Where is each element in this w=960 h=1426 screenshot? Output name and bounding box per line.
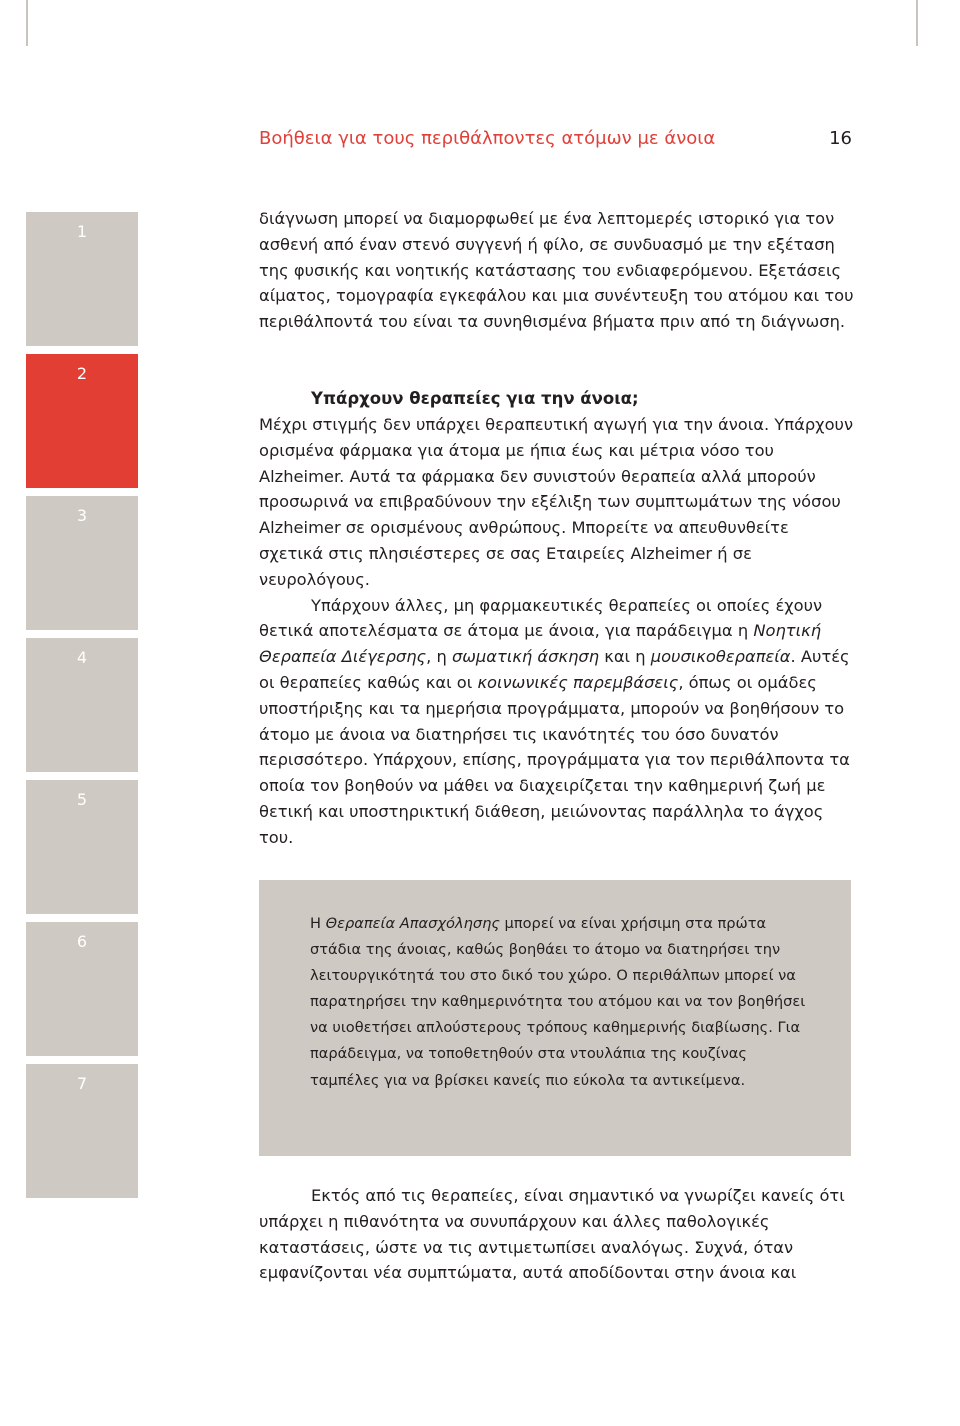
closing-section bbox=[259, 1183, 854, 1286]
chapter-tab-7[interactable] bbox=[26, 1064, 138, 1198]
chapter-tab-number: 4 bbox=[76, 648, 88, 667]
text-run: Η bbox=[310, 915, 326, 932]
emphasis-cognitive-stimulation: Νοητική Θεραπεία Διέγερσης bbox=[259, 621, 822, 667]
text-run: . Αυτές οι θεραπείες καθώς και οι bbox=[259, 647, 850, 692]
chapter-tab-4[interactable] bbox=[26, 638, 138, 772]
chapter-tab-3[interactable] bbox=[26, 496, 138, 630]
top-rule-right bbox=[916, 0, 918, 46]
closing-paragraph: Εκτός από τις θεραπείες, είναι σημαντικό να γνωρίζει κανείς ότι υπάρχει η πιθανότητα να συνυπάρχουν και άλλες παθολογικές καταστάσεις, ώστε να τις αντιμετωπίσει αναλόγως. Συχνά, όταν εμφανίζονται νέα συμπτώματα, αυτά αποδίδονται στην άνοια και bbox=[259, 1186, 845, 1283]
chapter-tab-2[interactable] bbox=[26, 354, 138, 488]
therapies-section bbox=[259, 386, 854, 851]
page-number: 16 bbox=[829, 128, 852, 149]
intro-section bbox=[259, 206, 854, 335]
text-run: και η bbox=[599, 647, 651, 667]
info-box-text bbox=[310, 911, 810, 1094]
text-run: , όπως οι ομάδες υποστήριξης και τα ημερήσια προγράμματα, μπορούν να βοηθήσουν το άτομο με άνοια να διατηρήσει τις ικανότητές του όσο δυνατόν περισσότερο. Υπάρχουν, επίσης, προγράμματα για τον περιθάλποντα τα οποία τον βοηθούν να μάθει να διαχειρίζεται την καθημερινή ζωή με θετική και υποστηρικτική διάθεση, μειώνοντας παράλληλα το άγχος του. bbox=[259, 672, 850, 847]
therapies-paragraph-1: Μέχρι στιγμής δεν υπάρχει θεραπευτική αγωγή για την άνοια. Υπάρχουν ορισμένα φάρμακα για άτομα με ήπια έως και μέτρια νόσο του Alzheimer. Αυτά τα φάρμακα δεν συνιστούν θεραπεία αλλά μπορούν προσωρινά να επιβραδύνουν την εξέλιξη των συμπτωμάτων της νόσου Alzheimer σε ορισμένους ανθρώπους. Μπορείτε να απευθυνθείτε σχετικά στις πλησιέστερες σε σας Εταιρείες Alzheimer ή σε νευρολόγους. bbox=[259, 415, 854, 589]
chapter-tab-6[interactable] bbox=[26, 922, 138, 1056]
emphasis-social-interventions: κοινωνικές παρεμβάσεις bbox=[477, 672, 679, 692]
chapter-tab-number: 5 bbox=[76, 790, 88, 809]
chapter-tab-number: 2 bbox=[76, 364, 88, 383]
text-run: μπορεί να είναι χρήσιμη στα πρώτα στάδια της άνοιας, καθώς βοηθάει το άτομο να διατηρήσει την λειτουργικότητά του στο δικό του χώρο. Ο περιθάλπων μπορεί να παρατηρήσει την καθημερινότητα του ατόμου και να τον βοηθήσει να υιοθετήσει απλούστερους τρόπους καθημερινής διαβίωσης. Για παράδειγμα, να τοποθετηθούν στα ντουλάπια της κουζίνας ταμπέλες για να βρίσκει κανείς πιο εύκολα τα αντικείμενα. bbox=[310, 915, 806, 1089]
chapter-tab-number: 1 bbox=[76, 222, 88, 241]
page-header bbox=[259, 128, 852, 156]
running-title: Βοήθεια για τους περιθάλποντες ατόμων με άνοια bbox=[259, 128, 716, 149]
chapter-tab-number: 3 bbox=[76, 506, 88, 525]
emphasis-occupational-therapy: Θεραπεία Απασχόλησης bbox=[325, 915, 500, 932]
chapter-tab-number: 6 bbox=[76, 932, 88, 951]
chapter-tab-number: 7 bbox=[76, 1074, 88, 1093]
emphasis-physical-exercise: σωματική άσκηση bbox=[451, 647, 600, 667]
intro-paragraph: διάγνωση μπορεί να διαμορφωθεί με ένα λεπτομερές ιστορικό για τον ασθενή από έναν στενό συγγενή ή φίλο, σε συνδυασμό με την εξέταση της φυσικής και νοητικής κατάστασης του ενδιαφερόμενου. Εξετάσεις αίματος, τομογραφία εγκεφάλου και μια συνέντευξη του ατόμου και του περιθάλποντά του είναι τα συνηθισμένα βήματα πριν από τη διάγνωση. bbox=[259, 209, 854, 332]
chapter-tab-1[interactable] bbox=[26, 212, 138, 346]
emphasis-music-therapy: μουσικοθεραπεία bbox=[650, 647, 791, 667]
text-run: , η bbox=[426, 647, 452, 667]
chapter-tab-5[interactable] bbox=[26, 780, 138, 914]
therapies-paragraph-2 bbox=[259, 593, 854, 851]
section-heading: Υπάρχουν θεραπείες για την άνοια; bbox=[311, 389, 639, 408]
top-rule-left bbox=[26, 0, 28, 46]
info-box bbox=[259, 880, 851, 1156]
text-run: Υπάρχουν άλλες, μη φαρμακευτικές θεραπείες οι οποίες έχουν θετικά αποτελέσματα σε άτομα με άνοια, για παράδειγμα η bbox=[259, 595, 823, 641]
